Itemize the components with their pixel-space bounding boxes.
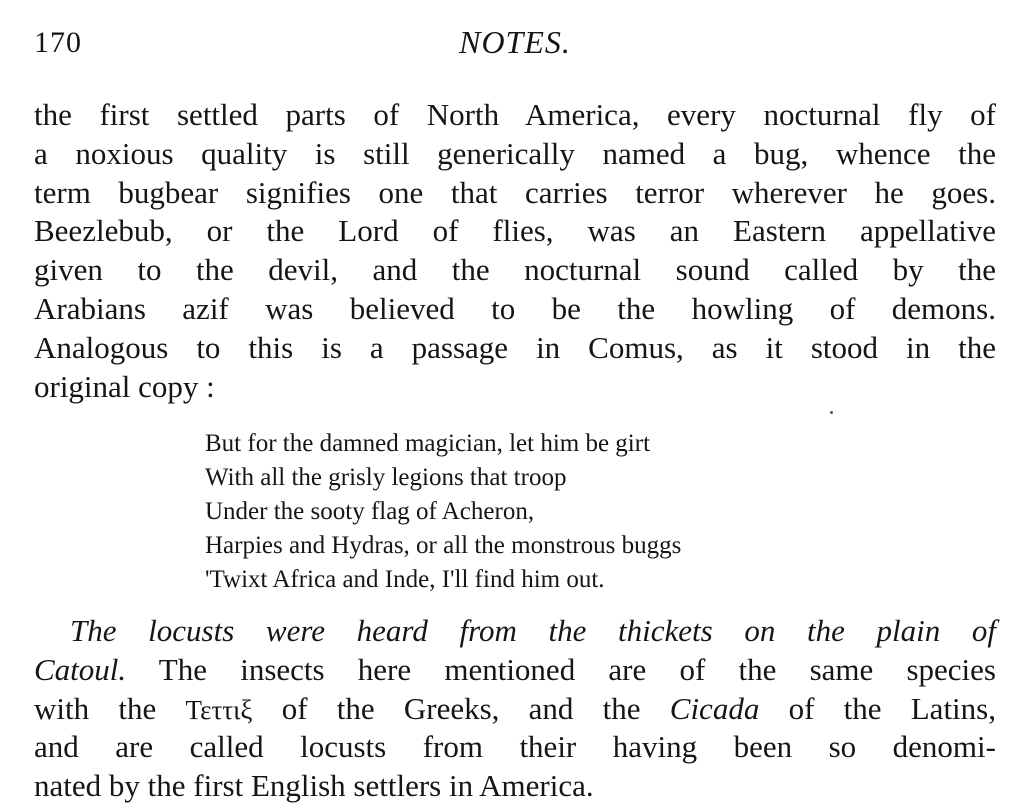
verse-line: Under the sooty flag of Acheron,	[205, 498, 535, 525]
verse-line: 'Twixt Africa and Inde, I'll find him out.	[205, 566, 605, 593]
running-head: NOTES.	[459, 24, 571, 60]
text-run: of the Latins,	[759, 690, 996, 726]
paragraph-1	[34, 96, 996, 406]
text-line: a noxious quality is still generically named a bug, whence the	[34, 135, 996, 171]
text-line: original copy :	[34, 368, 215, 404]
text-line	[34, 690, 996, 729]
text-run: The insects here mentioned are of the same species	[126, 651, 996, 687]
verse-line: Harpies and Hydras, or all the monstrous buggs	[205, 532, 682, 559]
text-line: Beezlebub, or the Lord of flies, was an Eastern appellative	[34, 213, 996, 249]
text-line: and are called locusts from their having been so denomi-	[34, 729, 996, 765]
page-number: 170	[34, 26, 82, 59]
verse-quotation	[205, 427, 905, 597]
text-line: given to the devil, and the nocturnal sound called by the	[34, 252, 996, 288]
greek-word: Τεττιξ	[185, 694, 253, 725]
text-run: of the Greeks, and the	[252, 690, 670, 726]
text-line: term bugbear signifies one that carries terror wherever he goes.	[34, 174, 996, 210]
text-line: the first settled parts of North America, every nocturnal fly of	[34, 97, 996, 132]
text-line: Analogous to this is a passage in Comus, as it stood in the	[34, 329, 996, 365]
text-line: The locusts were heard from the thickets on the plain of	[70, 613, 996, 648]
text-line: nated by the first English settlers in America.	[34, 768, 594, 804]
print-speck	[830, 411, 833, 414]
italic-place-name: Catoul.	[34, 651, 127, 687]
page-header	[34, 18, 996, 62]
verse-line: But for the damned magician, let him be girt	[205, 430, 651, 457]
paragraph-2	[34, 612, 996, 806]
text-run: with the	[34, 690, 186, 726]
text-line: Arabians azif was believed to be the howling of demons.	[34, 290, 996, 326]
text-line	[34, 651, 996, 690]
verse-line: With all the grisly legions that troop	[205, 464, 567, 491]
italic-latin-word: Cicada	[669, 690, 760, 726]
